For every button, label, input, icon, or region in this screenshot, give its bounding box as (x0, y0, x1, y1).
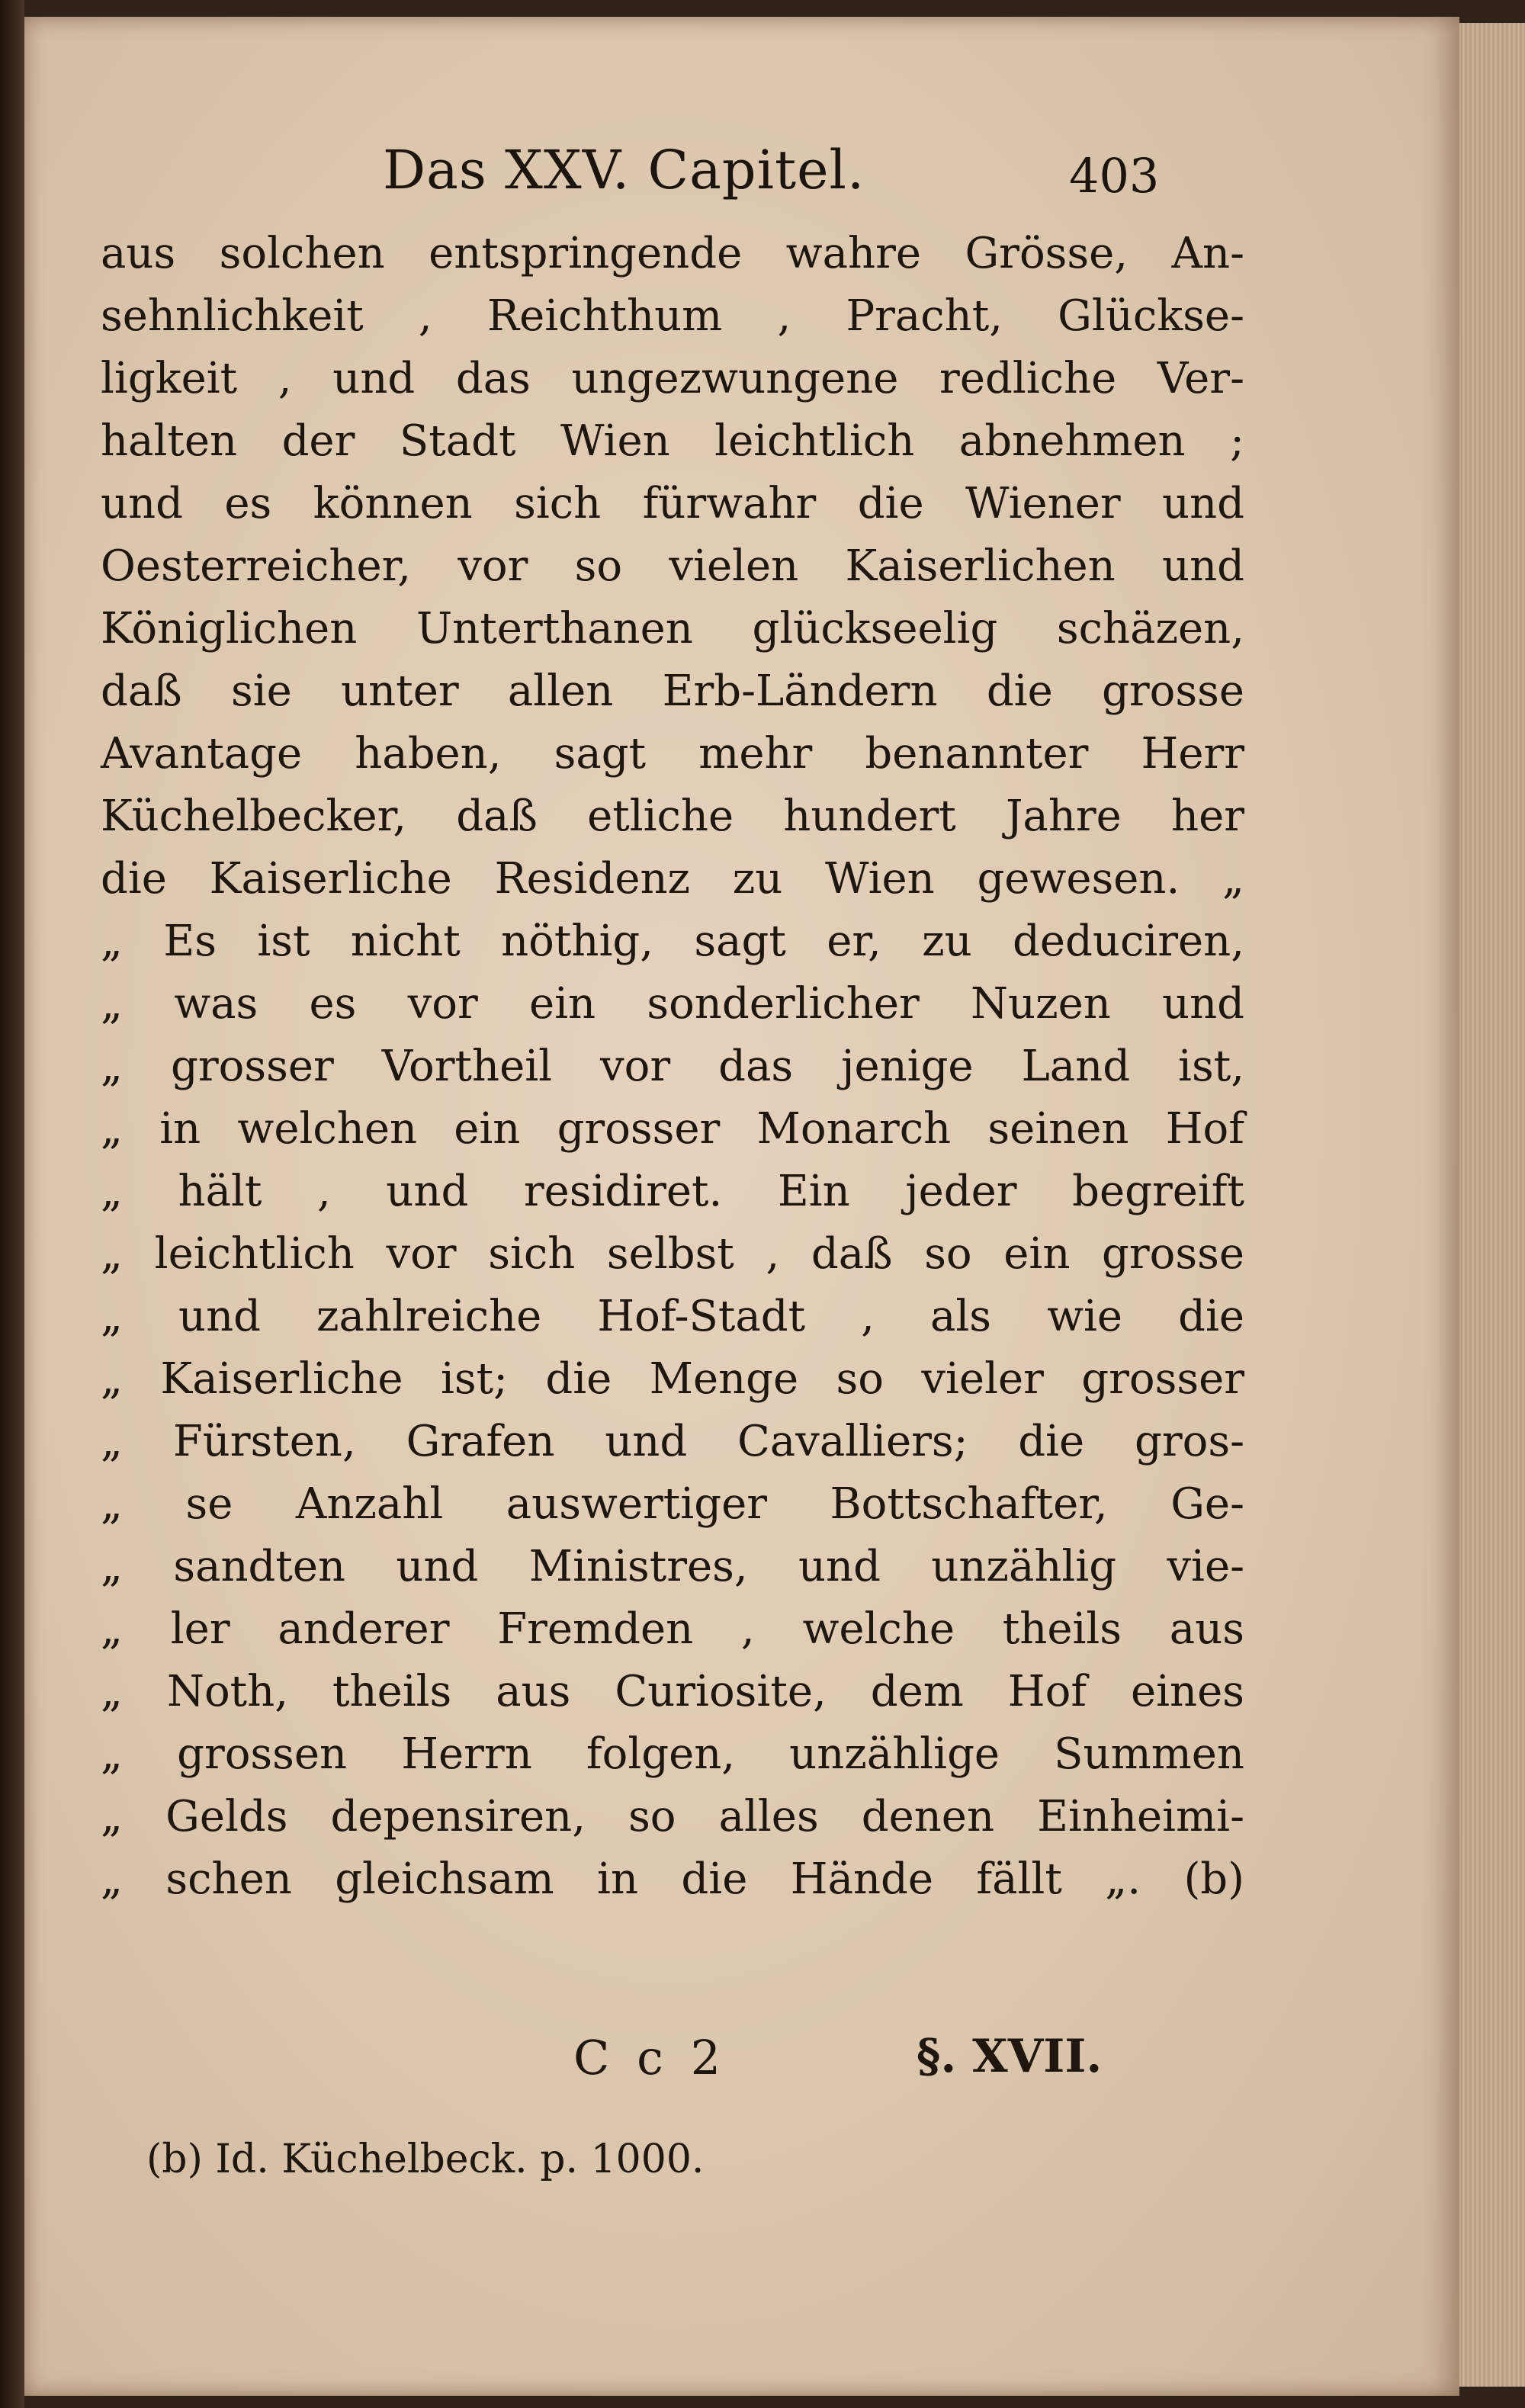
text-line: „ grossen Herrn folgen, unzählige Summen (101, 1729, 1244, 1779)
text-line: daß sie unter allen Erb-Ländern die grosse (101, 666, 1244, 716)
text-line: „ Kaiserliche ist; die Menge so vieler grosser (101, 1354, 1244, 1404)
text-line: „ schen gleichsam in die Hände fällt „. (b) (101, 1854, 1244, 1904)
text-line: „ Es ist nicht nöthig, sagt er, zu deduciren, (101, 917, 1244, 966)
text-line: „ was es vor ein sonderlicher Nuzen und (101, 979, 1244, 1029)
text-line: „ grosser Vortheil vor das jenige Land ist, (101, 1042, 1244, 1091)
text-line: „ und zahlreiche Hof-Stadt , als wie die (101, 1292, 1244, 1341)
binding-edge (0, 0, 24, 2408)
text-line: „ Noth, theils aus Curiosite, dem Hof eines (101, 1667, 1244, 1716)
text-line: „ Fürsten, Grafen und Cavalliers; die gros- (101, 1417, 1244, 1466)
text-line: „ Gelds depensiren, so alles denen Einheimi- (101, 1792, 1244, 1841)
footnote: (b) Id. Küchelbeck. p. 1000. (146, 2137, 705, 2182)
text-line: die Kaiserliche Residenz zu Wien gewesen. „ (101, 854, 1244, 904)
text-line: sehnlichkeit , Reichthum , Pracht, Glückse- (101, 291, 1244, 341)
text-line: aus solchen entspringende wahre Grösse, An- (101, 229, 1244, 278)
body-text (101, 223, 1244, 1911)
text-line: „ in welchen ein grosser Monarch seinen Hof (101, 1104, 1244, 1154)
page-number: 403 (1069, 148, 1160, 204)
text-line: „ sandten und Ministres, und unzählig vie- (101, 1542, 1244, 1591)
text-line: und es können sich fürwahr die Wiener und (101, 479, 1244, 528)
text-line: Avantage haben, sagt mehr benannter Herr (101, 729, 1244, 779)
catchword: §. XVII. (917, 2030, 1103, 2083)
text-line: „ se Anzahl auswertiger Bottschafter, Ge- (101, 1479, 1244, 1529)
catchline (24, 2030, 1459, 2098)
signature-mark: C c 2 (573, 2030, 727, 2085)
text-line: Oesterreicher, vor so vielen Kaiserlichen und (101, 541, 1244, 591)
text-line: halten der Stadt Wien leichtlich abnehmen ; (101, 416, 1244, 466)
text-line: Küchelbecker, daß etliche hundert Jahre her (101, 791, 1244, 841)
text-line: ligkeit , und das ungezwungene redliche Ver- (101, 354, 1244, 403)
running-title: Das XXV. Capitel. (383, 139, 865, 201)
book-page (24, 17, 1459, 2396)
text-line: „ ler anderer Fremden , welche theils aus (101, 1604, 1244, 1654)
text-line: „ hält , und residiret. Ein jeder begreift (101, 1167, 1244, 1216)
page-header (24, 131, 1459, 215)
text-line: „ leichtlich vor sich selbst , daß so ein grosse (101, 1229, 1244, 1279)
page-fore-edge (1459, 23, 1525, 2387)
text-line: Königlichen Unterthanen glückseelig schäzen, (101, 604, 1244, 653)
